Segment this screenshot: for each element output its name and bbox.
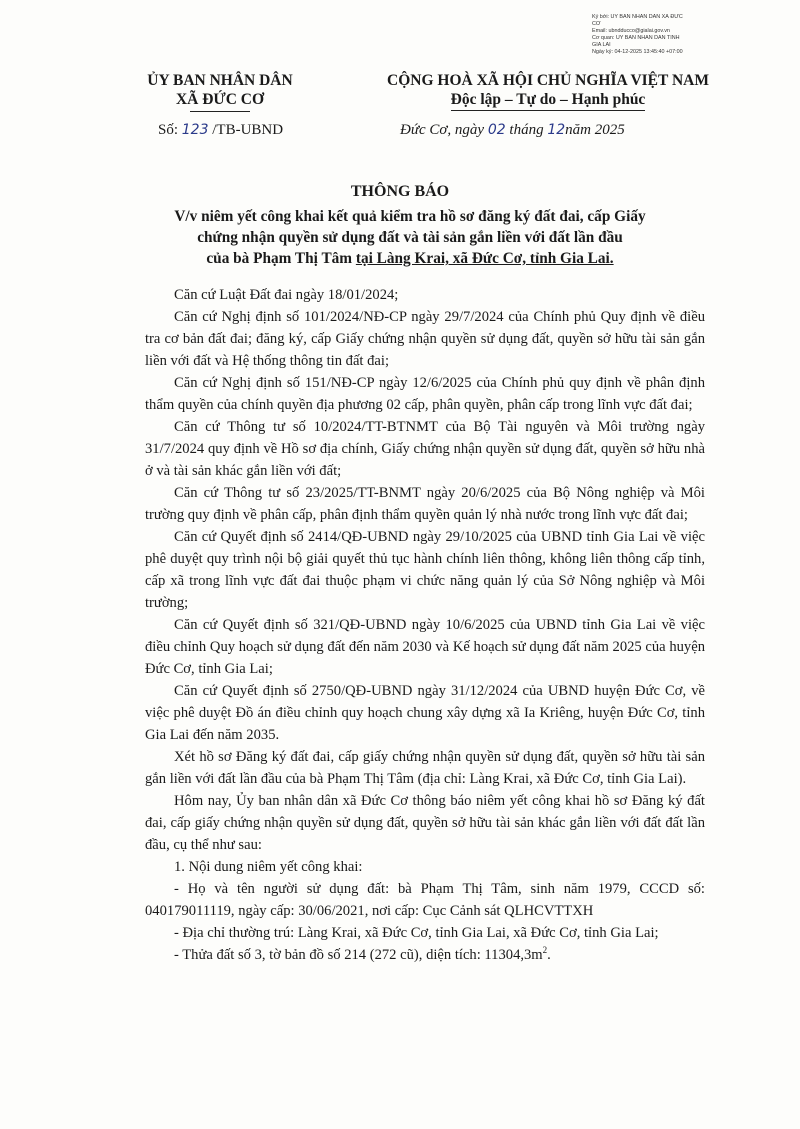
paragraph: Căn cứ Thông tư số 10/2024/TT-BTNMT của Bộ Tài nguyên và Môi trường ngày 31/7/2024 quy định về Hồ sơ địa chính, Giấy chứng nhận quyền sử dụng đất, quyền sở hữu nhà ở và tài sản khác gắn liền với đất; — [145, 419, 705, 479]
paragraph: - Địa chỉ thường trú: Làng Krai, xã Đức Cơ, tỉnh Gia Lai, xã Đức Cơ, tỉnh Gia Lai; — [174, 925, 659, 941]
paragraph: Căn cứ Thông tư số 23/2025/TT-BNMT ngày 20/6/2025 của Bộ Nông nghiệp và Môi trường quy định về phân cấp, phân định thẩm quyền quản lý nhà nước trong lĩnh vực đất đai; — [145, 485, 705, 523]
issuing-agency — [120, 71, 320, 112]
national-motto: Độc lập – Tự do – Hạnh phúc — [451, 90, 646, 111]
paragraph: Hôm nay, Ủy ban nhân dân xã Đức Cơ thông báo niêm yết công khai hồ sơ Đăng ký đất đai, cấp giấy chứng nhận quyền sử dụng đất, quyền sở hữu tài sản khác gắn liền với đất đất lần đầu, cụ thể như sau: — [145, 793, 705, 853]
stamp-line: Cơ quan: ỦY BAN NHÂN DÂN TỈNH — [592, 35, 680, 41]
paragraph: Căn cứ Luật Đất đai ngày 18/01/2024; — [174, 287, 399, 303]
handwritten-day: 02 — [487, 122, 506, 138]
section-heading: 1. Nội dung niêm yết công khai: — [174, 859, 363, 875]
document-subject — [140, 206, 680, 269]
paragraph: Căn cứ Quyết định số 321/QĐ-UBND ngày 10/6/2025 của UBND tỉnh Gia Lai về việc điều chỉnh Quy hoạch sử dụng đất đến năm 2030 và Kế hoạch sử dụng đất năm 2025 của huyện Đức Cơ, tỉnh Gia Lai; — [145, 617, 705, 677]
document-number: Số: 123 /TB-UBND — [158, 122, 284, 138]
handwritten-number: 123 — [181, 122, 209, 138]
subject-line: của bà Phạm Thị Tâm tại Làng Krai, xã Đức Cơ, tỉnh Gia Lai. — [206, 250, 614, 267]
agency-underline — [190, 111, 250, 112]
paragraph: Căn cứ Quyết định số 2414/QĐ-UBND ngày 29/10/2025 của UBND tỉnh Gia Lai về việc phê duyệt quy trình nội bộ giải quyết thủ tục hành chính liên thông, không liên thông cấp tỉnh, cấp xã trong lĩnh vực đất đai thuộc phạm vi chức năng quản lý của Sở Nông nghiệp và Môi trường; — [145, 529, 705, 611]
stamp-line: Ký bởi: ỦY BAN NHÂN DÂN XÃ ĐỨC — [592, 14, 683, 20]
issue-date: Đức Cơ, ngày 02 tháng 12năm 2025 — [400, 122, 625, 138]
paragraph: Căn cứ Quyết định số 2750/QĐ-UBND ngày 31/12/2024 của UBND huyện Đức Cơ, về việc phê duyệt Đồ án điều chỉnh quy hoạch chung xây dựng xã Ia Kriêng, huyện Đức Cơ, tỉnh Gia Lai đến năm 2035. — [145, 683, 705, 743]
handwritten-month: 12 — [547, 122, 566, 138]
paragraph: Căn cứ Nghị định số 101/2024/NĐ-CP ngày 29/7/2024 của Chính phủ Quy định về điều tra cơ bản đất đai; đăng ký, cấp Giấy chứng nhận quyền sử dụng đất, quyền sở hữu tài sản gắn liền với đất và Hệ thống thông tin đất đai; — [145, 309, 705, 369]
stamp-line: CƠ — [592, 21, 601, 27]
paragraph: - Thửa đất số 3, tờ bản đồ số 214 (272 cũ), diện tích: $11304,3m^2$. — [174, 945, 551, 963]
stamp-line: Ngày ký: 04-12-2025 13:45:40 +07:00 — [592, 49, 683, 55]
paragraph: - Họ và tên người sử dụng đất: bà Phạm Thị Tâm, sinh năm 1979, CCCD số: 040179011119, ngày cấp: 30/06/2021, nơi cấp: Cục Cảnh sát QLHCVTTXH — [145, 881, 705, 919]
agency-line-1: ỦY BAN NHÂN DÂN — [147, 72, 293, 89]
nation-name: CỘNG HOÀ XÃ HỘI CHỦ NGHĨA VIỆT NAM — [387, 72, 709, 89]
stamp-line: GIA LAI — [592, 42, 611, 48]
national-header — [328, 71, 768, 111]
subject-line: chứng nhận quyền sử dụng đất và tài sản gắn liền với đất lần đầu — [197, 229, 623, 246]
document-title: THÔNG BÁO — [350, 183, 450, 200]
paragraph: Căn cứ Nghị định số 151/NĐ-CP ngày 12/6/2025 của Chính phủ quy định về phân định thẩm quyền của chính quyền địa phương 02 cấp, phân quyền, phân cấp trong lĩnh vực đất đai; — [145, 375, 705, 413]
subject-line: V/v niêm yết công khai kết quả kiểm tra hồ sơ đăng ký đất đai, cấp Giấy — [174, 208, 646, 225]
digital-signature-stamp — [592, 14, 792, 56]
agency-line-2: XÃ ĐỨC CƠ — [175, 91, 265, 108]
stamp-line: Email: ubndducco@gialai.gov.vn — [592, 28, 670, 34]
paragraph: Xét hồ sơ Đăng ký đất đai, cấp giấy chứng nhận quyền sử dụng đất, quyền sở hữu tài sản gắn liền với đất lần đầu của bà Phạm Thị Tâm (địa chỉ: Làng Krai, xã Đức Cơ, tỉnh Gia Lai). — [145, 749, 705, 787]
document-body — [145, 284, 705, 966]
